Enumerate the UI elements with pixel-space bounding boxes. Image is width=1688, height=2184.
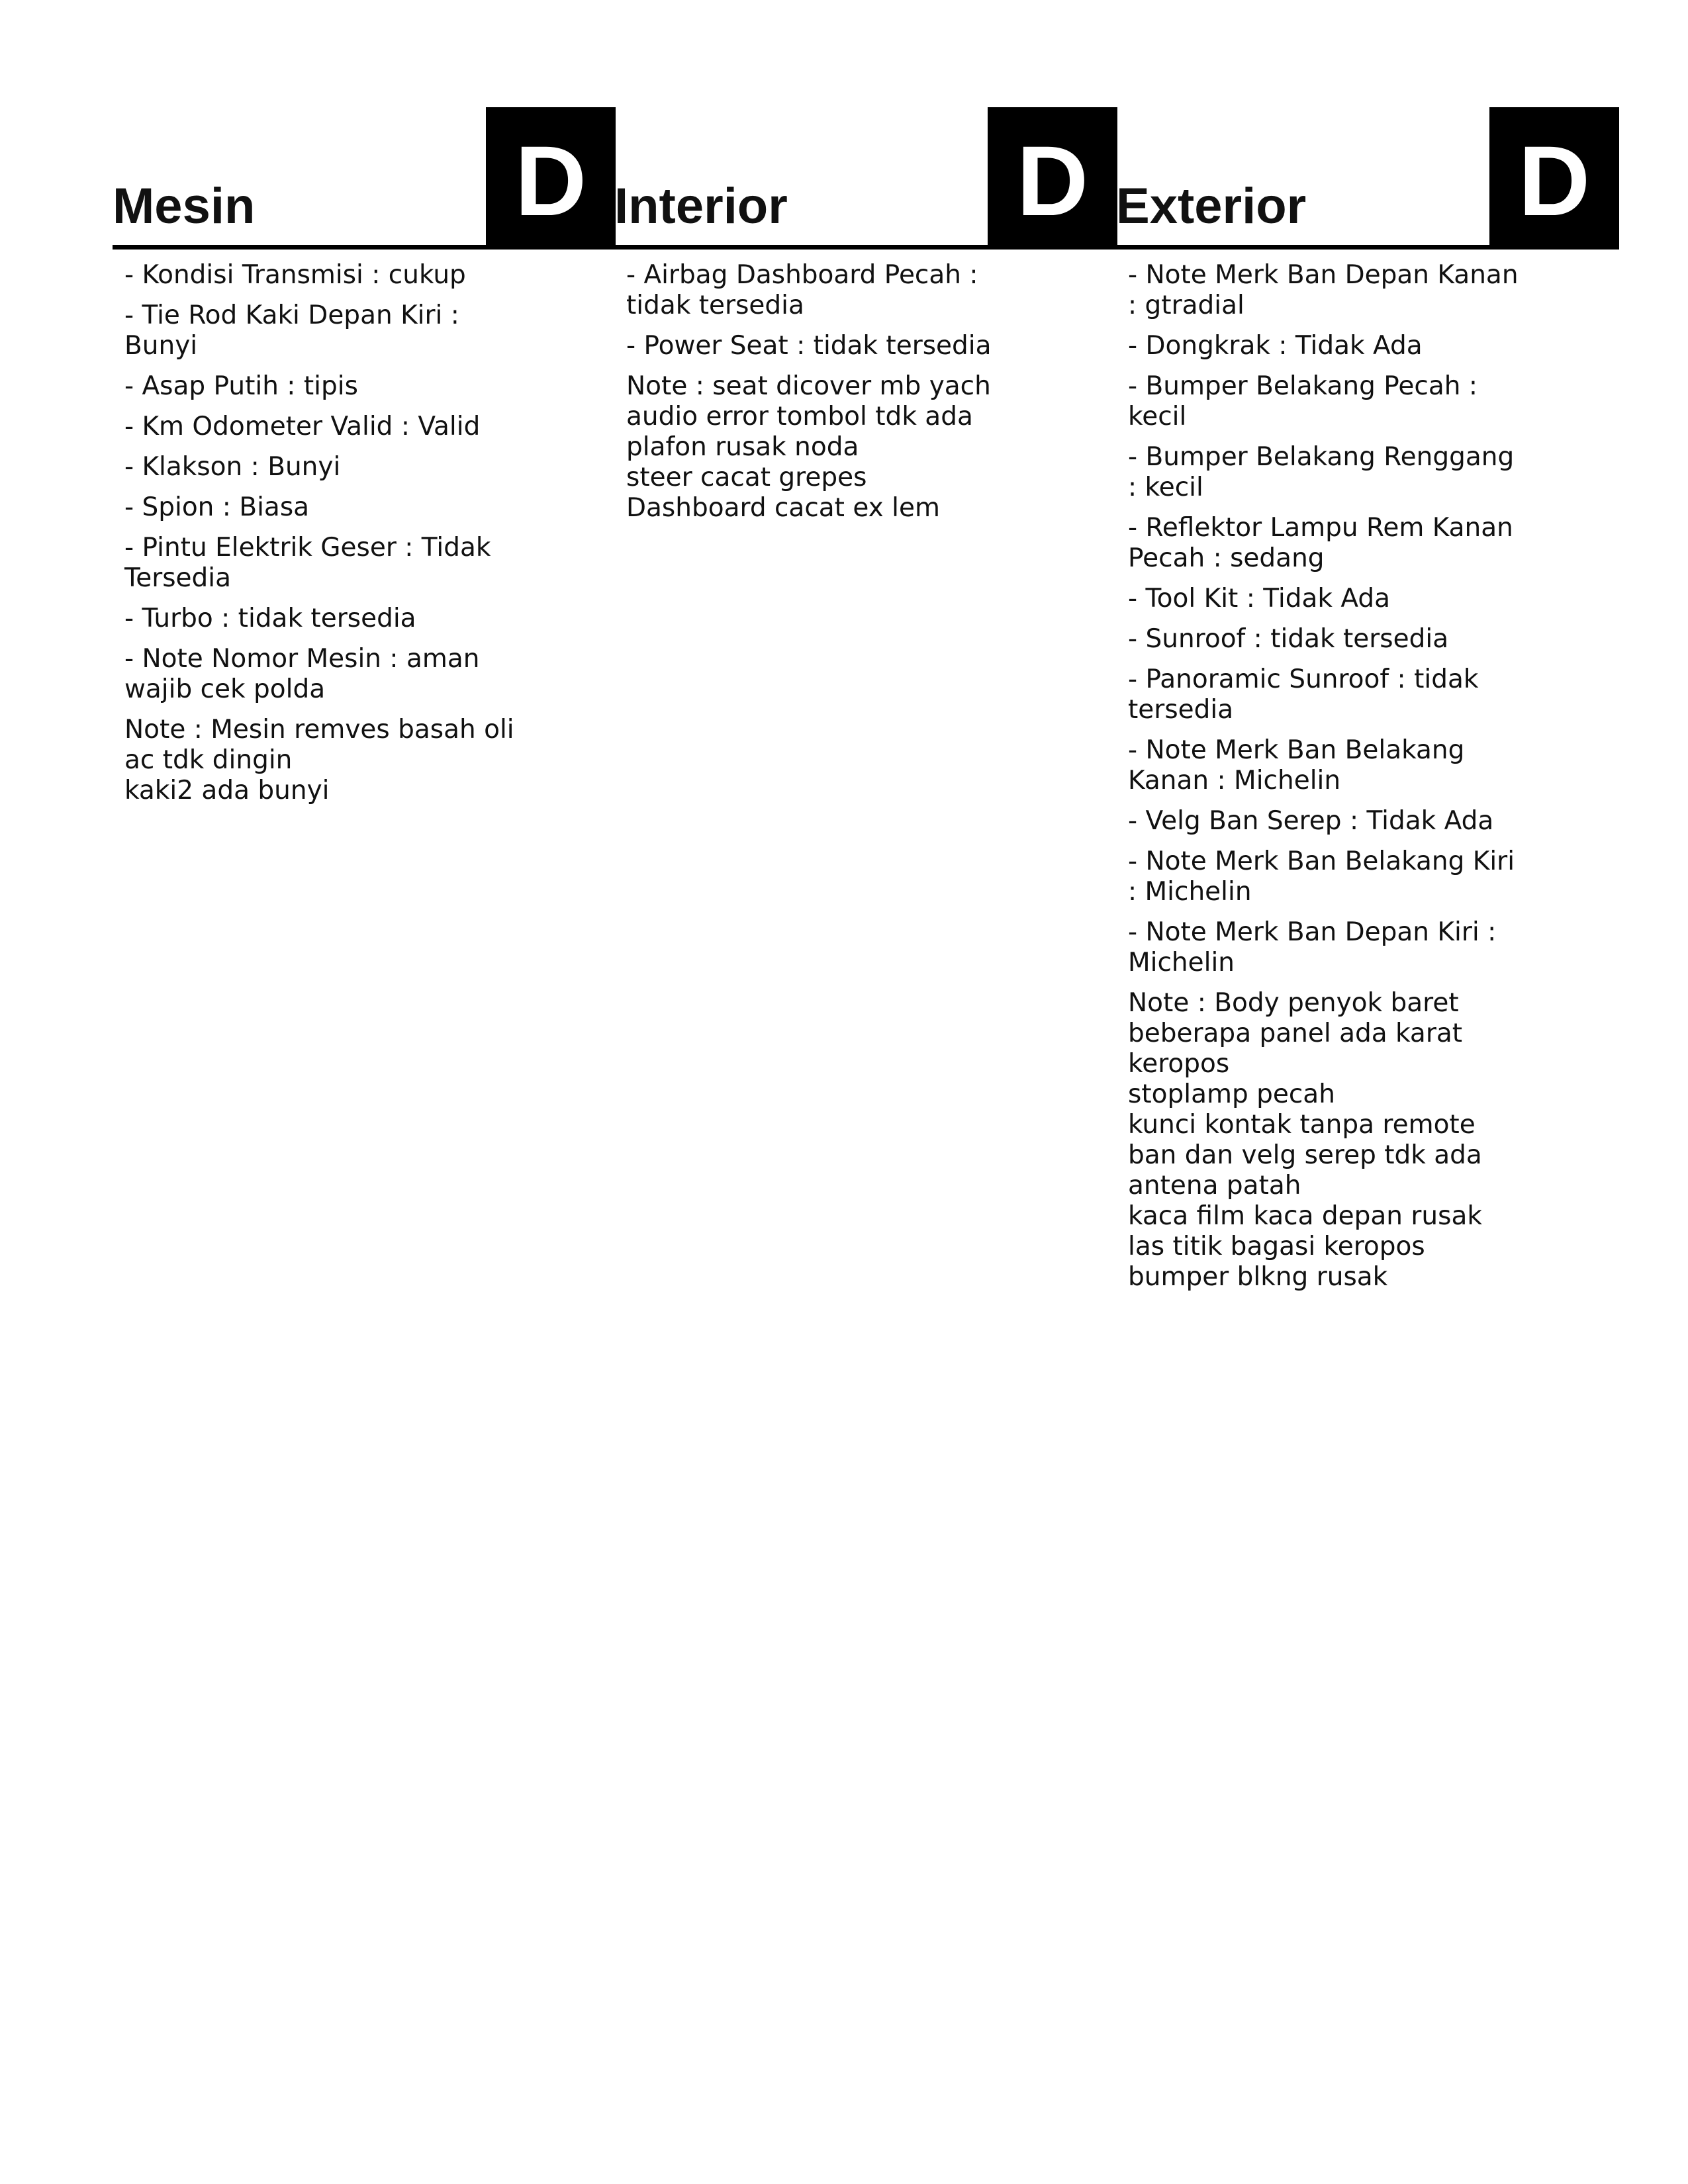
list-item: - Reflektor Lampu Rem Kanan Pecah : sedang xyxy=(1128,513,1513,573)
grade-badge: D xyxy=(988,107,1117,245)
list-item: - Sunroof : tidak tersedia xyxy=(1128,624,1449,654)
list-item: - Kondisi Transmisi : cukup xyxy=(124,260,466,290)
section-note: Note : Body penyok baret beberapa panel ada karat keropos stoplamp pecah kunci kontak tanpa remote ban dan velg serep tdk ada antena patah kaca film kaca depan rusak las titik bagasi keropos bumper blkng rusak xyxy=(1128,988,1482,1292)
section-header xyxy=(1116,107,1619,250)
section-header xyxy=(614,107,1117,250)
list-item: - Note Merk Ban Depan Kanan : gtradial xyxy=(1128,260,1519,320)
item-list xyxy=(113,250,616,705)
list-item: - Note Merk Ban Belakang Kiri : Michelin xyxy=(1128,846,1515,907)
list-item: - Klakson : Bunyi xyxy=(124,452,341,482)
section-title: Mesin xyxy=(113,178,256,234)
list-item: - Note Merk Ban Depan Kiri : Michelin xyxy=(1128,917,1497,978)
list-item: - Power Seat : tidak tersedia xyxy=(626,331,992,361)
list-item: - Velg Ban Serep : Tidak Ada xyxy=(1128,806,1494,836)
section-title: Exterior xyxy=(1116,178,1307,234)
section-interior xyxy=(614,107,1117,523)
list-item: - Turbo : tidak tersedia xyxy=(124,604,416,633)
list-item: - Spion : Biasa xyxy=(124,492,310,522)
list-item: - Bumper Belakang Renggang : kecil xyxy=(1128,442,1515,502)
list-item: - Bumper Belakang Pecah : kecil xyxy=(1128,371,1477,432)
list-item: - Panoramic Sunroof : tidak tersedia xyxy=(1128,664,1479,725)
section-exterior xyxy=(1116,107,1619,1293)
list-item: - Km Odometer Valid : Valid xyxy=(124,412,481,441)
list-item: - Note Merk Ban Belakang Kanan : Michelin xyxy=(1128,735,1465,796)
section-mesin xyxy=(113,107,616,806)
list-item: - Note Nomor Mesin : aman wajib cek polda xyxy=(124,644,480,704)
grade-badge: D xyxy=(486,107,616,245)
item-list xyxy=(1116,250,1619,978)
list-item: - Dongkrak : Tidak Ada xyxy=(1128,331,1423,361)
item-list xyxy=(614,250,1117,361)
list-item: - Tie Rod Kaki Depan Kiri : Bunyi xyxy=(124,300,459,361)
list-item: - Pintu Elektrik Geser : Tidak Tersedia xyxy=(124,533,491,593)
list-item: - Asap Putih : tipis xyxy=(124,371,358,401)
section-header xyxy=(113,107,616,250)
list-item: - Tool Kit : Tidak Ada xyxy=(1128,584,1390,614)
section-note: Note : Mesin remves basah oli ac tdk dingin kaki2 ada bunyi xyxy=(124,715,514,805)
list-item: - Airbag Dashboard Pecah : tidak tersedia xyxy=(626,260,978,320)
grade-badge: D xyxy=(1489,107,1619,245)
section-title: Interior xyxy=(614,178,788,234)
section-note: Note : seat dicover mb yach audio error tombol tdk ada plafon rusak noda steer cacat grepes Dashboard cacat ex lem xyxy=(626,371,991,523)
